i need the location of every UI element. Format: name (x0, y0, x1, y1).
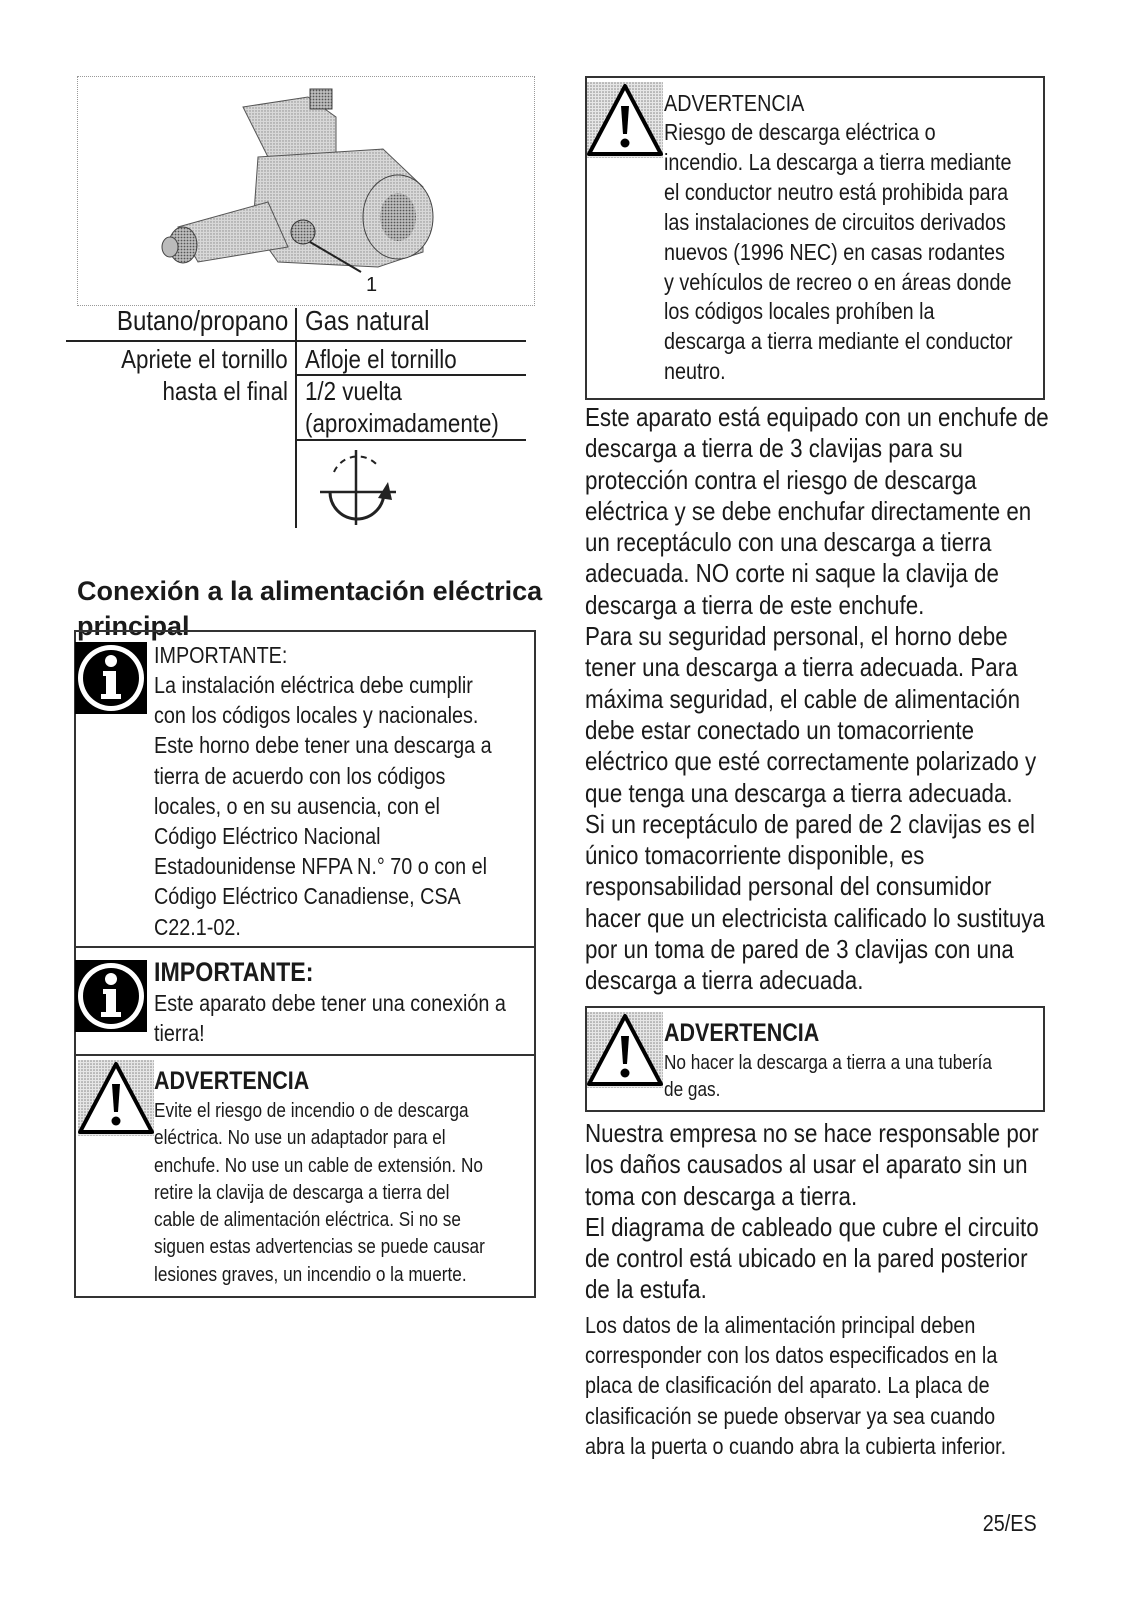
paragraph-line: tener una descarga a tierra adecuada. Para (585, 652, 1018, 683)
col2-row2-line1: 1/2 vuelta (305, 376, 402, 406)
paragraph-line: eléctrico que esté correctamente polarizado y (585, 746, 1037, 777)
paragraph-line: El diagrama de cableado que cubre el circuito (585, 1211, 1039, 1242)
warning-line: descarga a tierra mediante el conductor (664, 328, 1013, 355)
warning-line: enchufe. No use un cable de extensión. No (154, 1154, 483, 1177)
paragraph-line: de la estufa. (585, 1274, 707, 1305)
warning-line: lesiones graves, un incendio o la muerte. (154, 1263, 467, 1286)
warning-label: ADVERTENCIA (664, 90, 805, 116)
important-notice-2 (74, 946, 536, 1056)
paragraph-line: un receptáculo con una descarga a tierra (585, 527, 992, 558)
warning-left-text (154, 1066, 539, 1289)
section-title-line2: principal (77, 611, 190, 641)
col2-row1: Afloje el tornillo (305, 344, 457, 374)
paragraph-line: descarga a tierra de este enchufe. (585, 589, 925, 620)
paragraph-line: de control está ubicado en la pared posterior (585, 1243, 1028, 1274)
table-header-rule (66, 340, 526, 342)
col1-header: Butano/propano (116, 305, 288, 336)
paragraph-line: toma con descarga a tierra. (585, 1180, 858, 1211)
warning-box-left (74, 1054, 536, 1298)
warning-line: incendio. La descarga a tierra mediante (664, 148, 1012, 175)
col1-line2: hasta el final (162, 376, 288, 406)
warning-line: Evite el riesgo de incendio o de descarga (154, 1100, 469, 1122)
paragraph-line: descarga a tierra de 3 clavijas para su (585, 433, 963, 464)
warning-box-right-bottom (585, 1006, 1045, 1112)
warning-line: de gas. (664, 1079, 721, 1102)
half-turn-icon (312, 440, 402, 530)
notice-line: Estadounidense NFPA N.° 70 o con el (154, 853, 488, 880)
important-label: IMPORTANTE: (154, 957, 314, 987)
paragraph-line: eléctrica y se debe enchufar directamente en (585, 495, 1032, 526)
warning-triangle-icon (587, 1012, 663, 1088)
rating-plate-paragraph (585, 1310, 1075, 1461)
important-label: IMPORTANTE: (154, 642, 288, 668)
warning-line: Riesgo de descarga eléctrica o (664, 119, 936, 145)
col2-row2-line2: (aproximadamente) (305, 408, 499, 438)
important-notice-2-text (154, 956, 563, 1048)
paragraph-line: protección contra el riesgo de descarga (585, 464, 977, 495)
paragraph-line: Nuestra empresa no se hace responsable por (585, 1118, 1039, 1148)
col2-header: Gas natural (305, 305, 430, 336)
paragraph-line: responsabilidad personal del consumidor (585, 871, 992, 902)
callout-label: 1 (366, 274, 378, 296)
gas-valve-figure (77, 76, 535, 306)
warning-line: cable de alimentación eléctrica. Si no se (154, 1209, 461, 1232)
important-notice-1-text (154, 640, 547, 942)
notice-line: Este aparato debe tener una conexión a (154, 990, 506, 1016)
paragraph-line: Para su seguridad personal, el horno debe (585, 621, 1008, 652)
notice-line: tierra! (154, 1020, 205, 1047)
notice-line: Código Eléctrico Nacional (154, 823, 381, 850)
section-title-line1: Conexión a la alimentación eléctrica (77, 576, 543, 606)
warning-box-right-top (585, 76, 1045, 400)
warning-line: nuevos (1996 NEC) en casas rodantes (664, 238, 1005, 265)
adjustment-table (66, 305, 526, 533)
notice-line: con los códigos locales y nacionales. (154, 702, 479, 729)
paragraph-line: Este aparato está equipado con un enchufe de (585, 402, 1049, 432)
paragraph-line: Los datos de la alimentación principal deben (585, 1312, 976, 1338)
warning-line: el conductor neutro está prohibida para (664, 178, 1009, 205)
info-icon (75, 960, 147, 1032)
warning-label: ADVERTENCIA (154, 1067, 310, 1095)
paragraph-line: abra la puerta o cuando abra la cubierta inferior. (585, 1432, 1007, 1459)
notice-line: locales, o en su ausencia, con el (154, 792, 440, 819)
paragraph-line: los daños causados al usar el aparato sin un (585, 1149, 1028, 1180)
warning-line: eléctrica. No use un adaptador para el (154, 1127, 446, 1150)
warning-line: retire la clavija de descarga a tierra del (154, 1181, 450, 1204)
warning-triangle-icon (587, 82, 663, 158)
paragraph-line: máxima seguridad, el cable de alimentación (585, 683, 1021, 714)
paragraph-line: adecuada. NO corte ni saque la clavija de (585, 558, 999, 589)
gas-valve-illustration (78, 77, 534, 305)
warning-line: siguen estas advertencias se puede causar (154, 1236, 485, 1259)
warning-line: las instalaciones de circuitos derivados (664, 208, 1006, 235)
warning-line: los códigos locales prohíben la (664, 298, 935, 325)
paragraph-line: hacer que un electricista calificado lo sustituya (585, 902, 1045, 933)
responsibility-paragraph (585, 1118, 1113, 1306)
warning-label: ADVERTENCIA (664, 1019, 820, 1047)
paragraph-line: descarga a tierra adecuada. (585, 965, 864, 996)
paragraph-line: corresponder con los datos especificados en la (585, 1342, 998, 1369)
notice-line: La instalación eléctrica debe cumplir (154, 672, 473, 698)
paragraph-line: clasificación se puede observar ya sea cuando (585, 1402, 996, 1429)
warning-line: No hacer la descarga a tierra a una tubería (664, 1052, 992, 1074)
warning-line: neutro. (664, 358, 726, 385)
notice-line: C22.1-02. (154, 913, 241, 940)
notice-line: Este horno debe tener una descarga a (154, 732, 492, 759)
paragraph-line: Si un receptáculo de pared de 2 clavijas es el (585, 808, 1035, 839)
notice-line: tierra de acuerdo con los códigos (154, 762, 446, 789)
paragraph-line: debe estar conectado un tomacorriente (585, 714, 975, 745)
warning-right-top-text (664, 88, 1069, 387)
page-number: 25/ES (983, 1510, 1037, 1536)
paragraph-line: placa de clasificación del aparato. La placa de (585, 1372, 990, 1399)
important-notice-1 (74, 630, 536, 948)
grounding-paragraph (585, 402, 1124, 997)
paragraph-line: único tomacorriente disponible, es (585, 840, 925, 871)
info-icon (75, 642, 147, 714)
warning-triangle-icon (78, 1060, 154, 1136)
warning-right-bottom-text (664, 1018, 1045, 1105)
notice-line: Código Eléctrico Canadiense, CSA (154, 883, 461, 910)
paragraph-line: que tenga una descarga a tierra adecuada. (585, 777, 1013, 808)
warning-line: y vehículos de recreo o en áreas donde (664, 268, 1012, 295)
paragraph-line: por un toma de pared de 3 clavijas con una (585, 934, 1014, 965)
col1-line1: Apriete el tornillo (121, 344, 288, 374)
